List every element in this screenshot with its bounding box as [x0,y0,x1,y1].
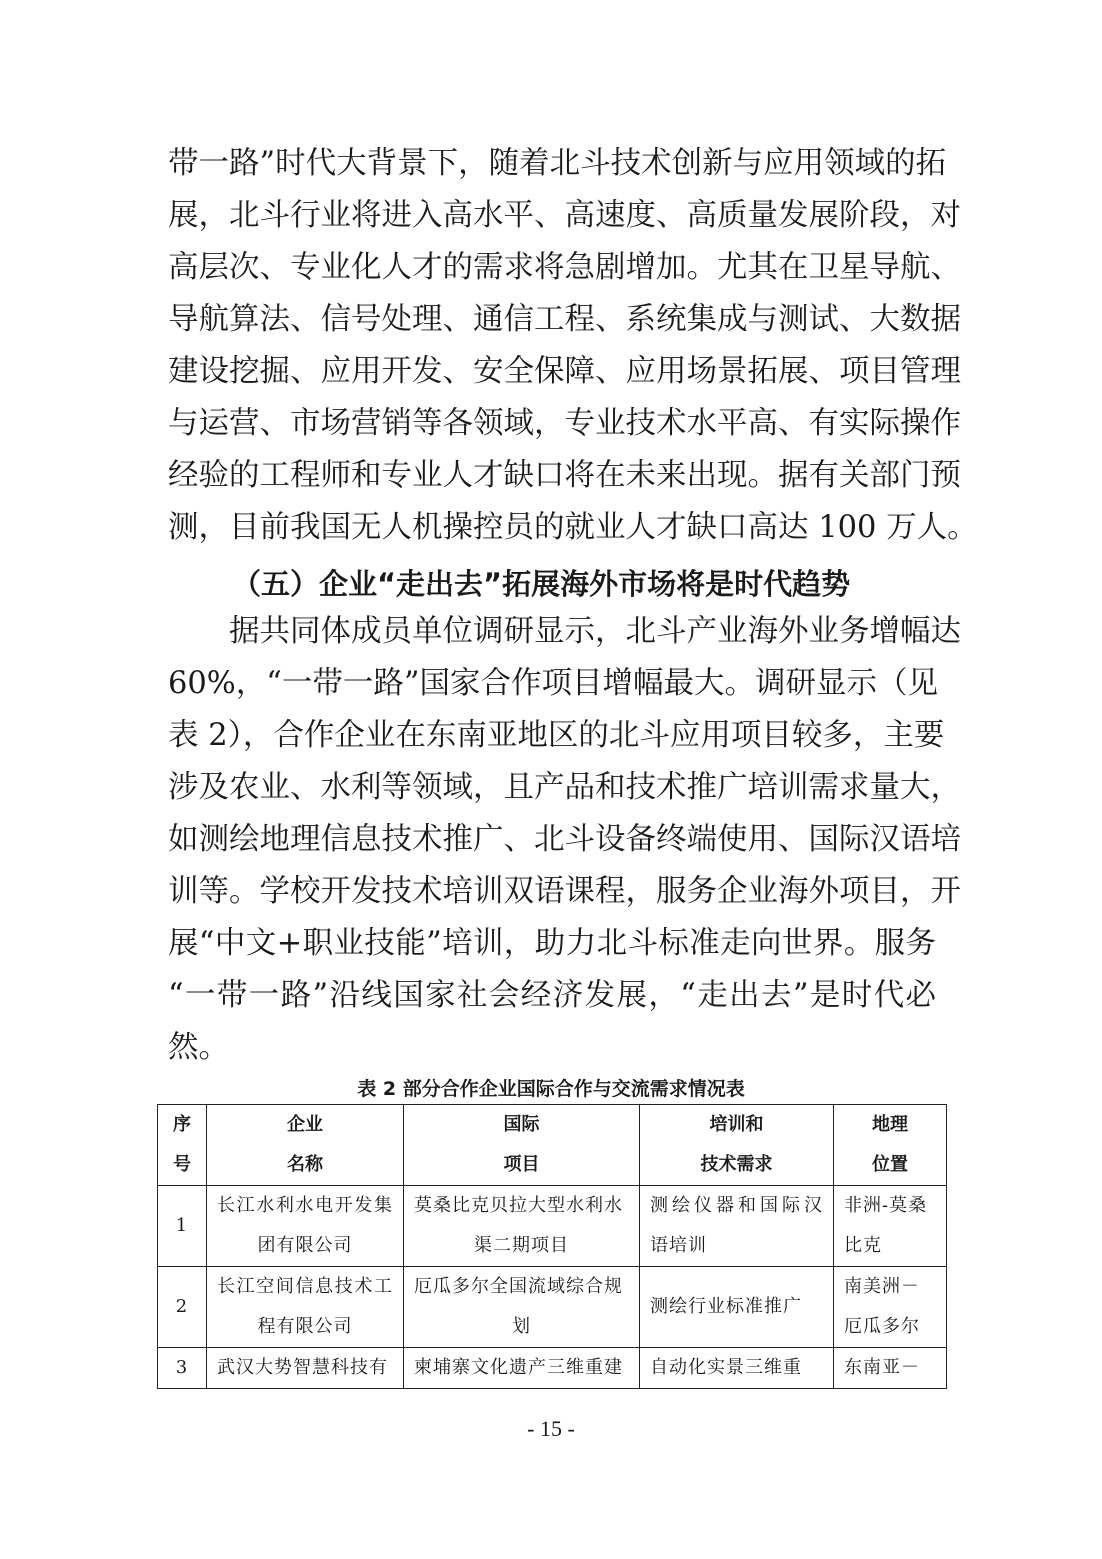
text-line: 涉及农业、水利等领域，且产品和技术推广培训需求量大， [168,770,961,805]
cell-location: 南美洲－ 厄瓜多尔 [834,1267,947,1348]
text-line: 然。 [168,1030,229,1065]
header-location: 地理 位置 [834,1105,947,1186]
header-no: 序 号 [158,1105,207,1186]
cell-location: 东南亚－ [834,1348,947,1389]
text-line: “一带一路”沿线国家社会经济发展，“走出去”是时代必 [168,978,936,1013]
cell-needs: 测绘仪器和国际汉 语培训 [640,1186,834,1267]
cell-no: 1 [158,1186,207,1267]
cell-needs: 自动化实景三维重 [640,1348,834,1389]
table-caption: 表 2 部分合作企业国际合作与交流需求情况表 [357,1078,745,1100]
cell-company: 长江空间信息技术工 程有限公司 [207,1267,404,1348]
cell-needs: 测绘行业标准推广 [640,1267,834,1348]
text-line: 如测绘地理信息技术推广、北斗设备终端使用、国际汉语培 [168,822,961,857]
text-line: 高层次、专业化人才的需求将急剧增加。尤其在卫星导航、 [168,250,961,285]
page-number: - 15 - [527,1416,575,1441]
cooperation-table [157,1104,947,1389]
text-line: 与运营、市场营销等各领域，专业技术水平高、有实际操作 [168,406,961,441]
text-line: 展，北斗行业将进入高水平、高速度、高质量发展阶段，对 [168,198,961,233]
cell-project: 柬埔寨文化遗产三维重建 [404,1348,640,1389]
header-company: 企业 名称 [207,1105,404,1186]
text-line: 测，目前我国无人机操控员的就业人才缺口高达 100 万人。 [168,510,978,545]
table-row [158,1186,947,1267]
cell-no: 3 [158,1348,207,1389]
cell-project: 厄瓜多尔全国流域综合规 划 [404,1267,640,1348]
cell-no: 2 [158,1267,207,1348]
text-line: 建设挖掘、应用开发、安全保障、应用场景拓展、项目管理 [168,354,961,389]
text-line: 经验的工程师和专业人才缺口将在未来出现。据有关部门预 [168,458,961,493]
header-needs: 培训和 技术需求 [640,1105,834,1186]
text-line: 据共同体成员单位调研显示，北斗产业海外业务增幅达 [168,614,961,649]
text-line: 导航算法、信号处理、通信工程、系统集成与测试、大数据 [168,302,961,337]
text-line: 60%，“一带一路”国家合作项目增幅最大。调研显示（见 [168,666,938,701]
table-header-row [158,1105,947,1186]
cell-location: 非洲-莫桑 比克 [834,1186,947,1267]
section-heading: （五）企业“走出去”拓展海外市场将是时代趋势 [232,567,851,601]
cell-project: 莫桑比克贝拉大型水利水 渠二期项目 [404,1186,640,1267]
cell-company: 武汉大势智慧科技有 [207,1348,404,1389]
header-project: 国际 项目 [404,1105,640,1186]
table-row [158,1348,947,1389]
cell-company: 长江水利水电开发集 团有限公司 [207,1186,404,1267]
text-line: 表 2），合作企业在东南亚地区的北斗应用项目较多，主要 [168,718,945,753]
text-line: 展“中文+职业技能”培训，助力北斗标准走向世界。服务 [168,926,936,961]
text-line: 训等。学校开发技术培训双语课程，服务企业海外项目，开 [168,874,961,909]
table-row [158,1267,947,1348]
text-line: 带一路”时代大背景下，随着北斗技术创新与应用领域的拓 [168,146,947,181]
